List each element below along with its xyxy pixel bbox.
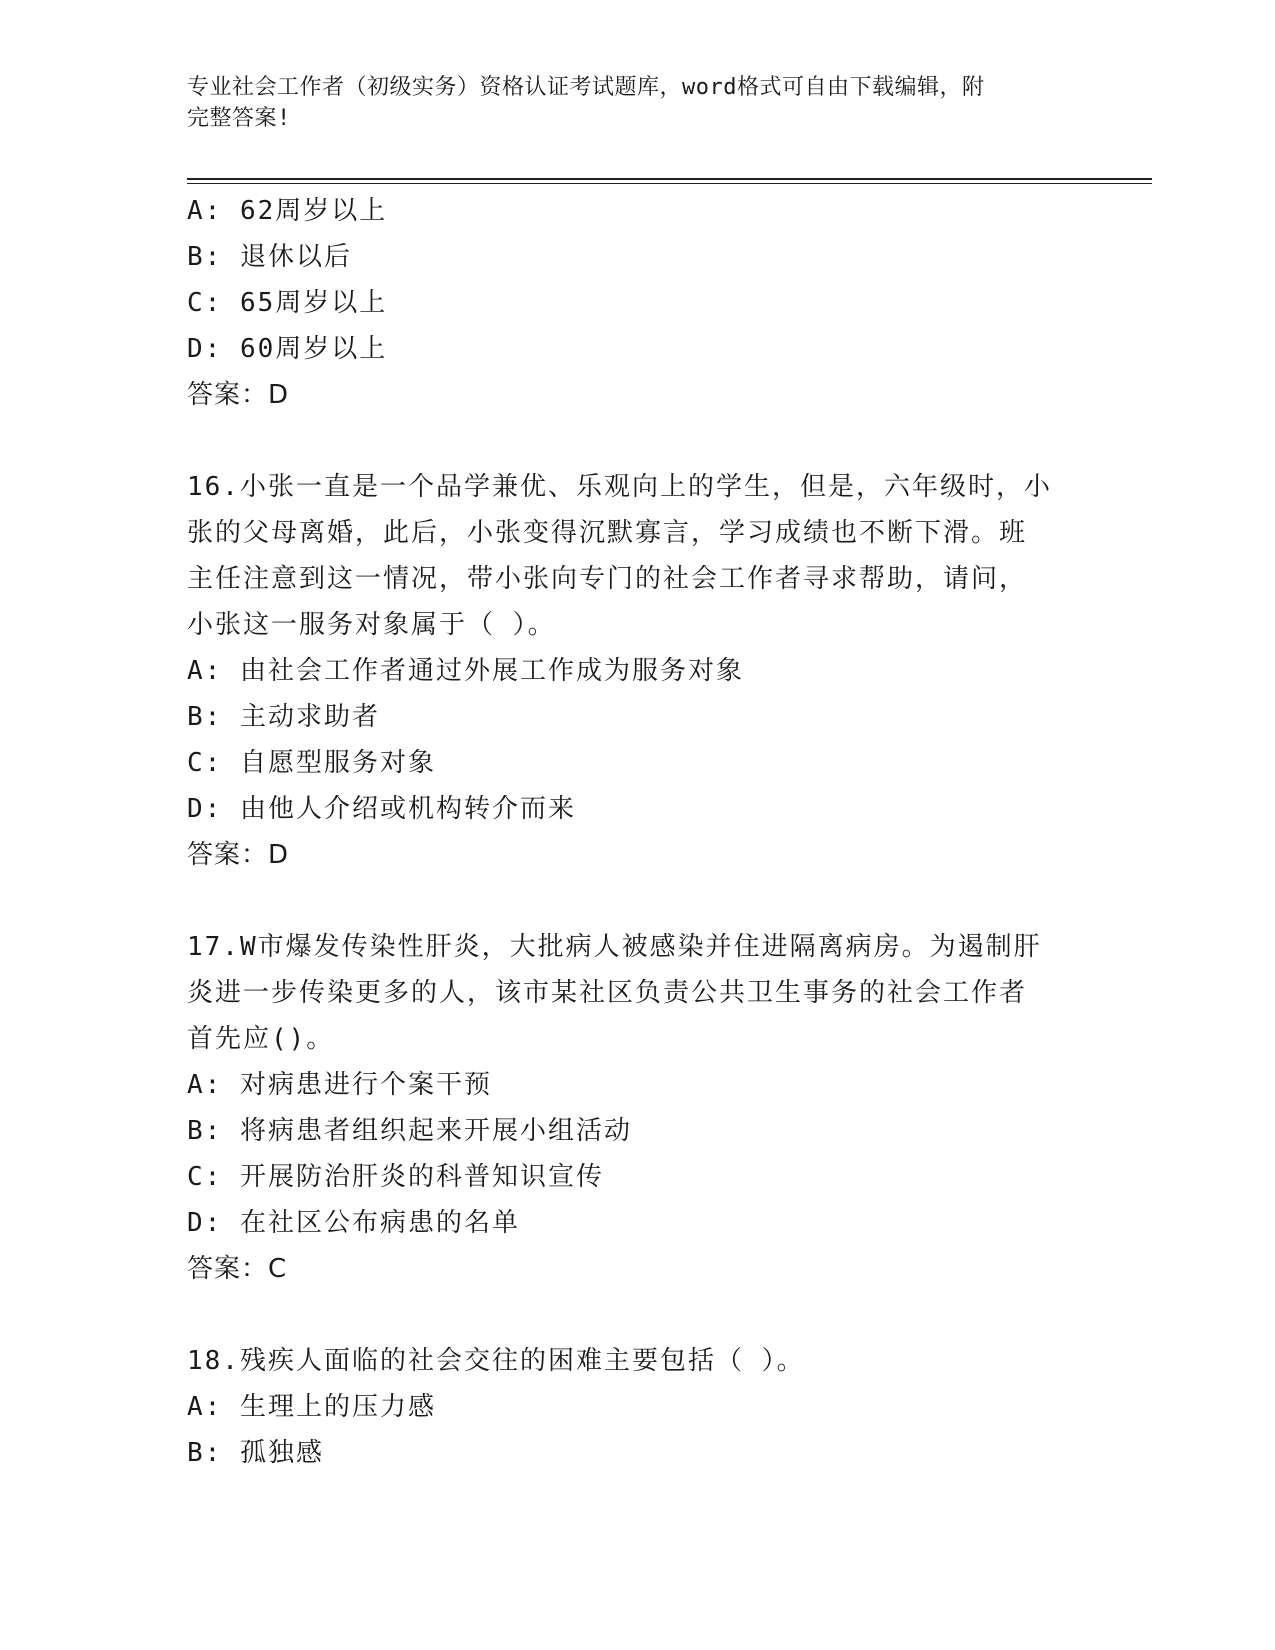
- option-c: C: 开展防治肝炎的科普知识宣传: [187, 1162, 604, 1192]
- question-16: [187, 464, 1087, 878]
- option-b: B: 孤独感: [187, 1438, 324, 1468]
- question-stem-line: 小张这一服务对象属于（ ）。: [187, 610, 556, 640]
- answer: 答案：D: [187, 380, 290, 410]
- header-rule-thick: [187, 178, 1152, 180]
- option-a: A: 对病患进行个案干预: [187, 1070, 492, 1100]
- header-line-2: 完整答案!: [187, 106, 291, 131]
- question-stem-line: 主任注意到这一情况，带小张向专门的社会工作者寻求帮助，请问，: [187, 564, 1028, 594]
- question-stem-line: 首先应()。: [187, 1024, 335, 1054]
- option-c: C: 自愿型服务对象: [187, 748, 436, 778]
- question-content: [187, 188, 1087, 1476]
- question-stem-line: 炎进一步传染更多的人，该市某社区负责公共卫生事务的社会工作者: [187, 978, 1028, 1008]
- answer: 答案：D: [187, 840, 290, 870]
- question-stem-line: 18.残疾人面临的社会交往的困难主要包括（ ）。: [187, 1346, 805, 1376]
- option-a: A: 62周岁以上: [187, 196, 388, 226]
- spacer: [187, 418, 1087, 464]
- header-rule-thin: [187, 183, 1152, 184]
- option-d: D: 60周岁以上: [187, 334, 388, 364]
- option-b: B: 退休以后: [187, 242, 352, 272]
- header-line-1: 专业社会工作者（初级实务）资格认证考试题库，word格式可自由下载编辑，附: [187, 75, 985, 100]
- option-a: A: 生理上的压力感: [187, 1392, 436, 1422]
- answer: 答案：C: [187, 1254, 288, 1284]
- option-b: B: 主动求助者: [187, 702, 380, 732]
- question-stem-line: 张的父母离婚，此后，小张变得沉默寡言，学习成绩也不断下滑。班: [187, 518, 1028, 548]
- question-stem-line: 17.W市爆发传染性肝炎，大批病人被感染并住进隔离病房。为遏制肝: [187, 932, 1042, 962]
- question-15: [187, 188, 1087, 418]
- question-stem-line: 16.小张一直是一个品学兼优、乐观向上的学生，但是，六年级时，小: [187, 472, 1052, 502]
- document-header: [187, 72, 1067, 134]
- option-d: D: 在社区公布病患的名单: [187, 1208, 520, 1238]
- option-a: A: 由社会工作者通过外展工作成为服务对象: [187, 656, 744, 686]
- option-b: B: 将病患者组织起来开展小组活动: [187, 1116, 632, 1146]
- question-18: [187, 1338, 1087, 1476]
- spacer: [187, 1292, 1087, 1338]
- spacer: [187, 878, 1087, 924]
- option-c: C: 65周岁以上: [187, 288, 388, 318]
- question-17: [187, 924, 1087, 1292]
- option-d: D: 由他人介绍或机构转介而来: [187, 794, 576, 824]
